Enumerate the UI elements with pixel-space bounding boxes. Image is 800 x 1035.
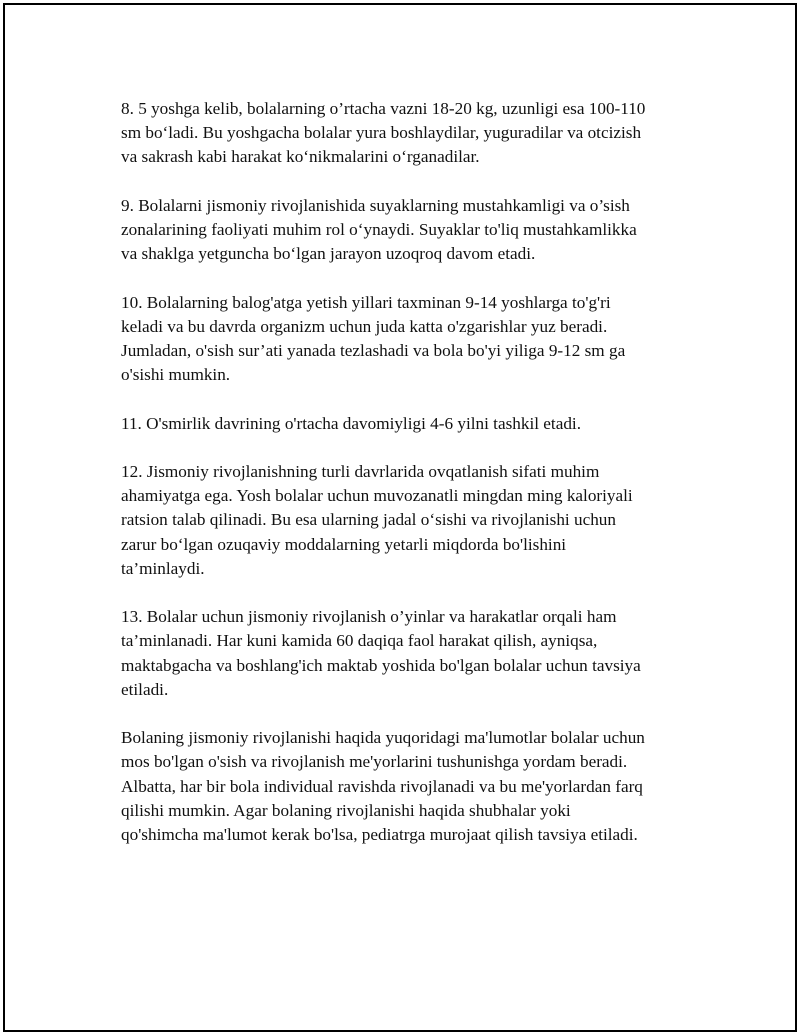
text-line: Bolaning jismoniy rivojlanishi haqida yuqoridagi ma'lumotlar bolalar uchun	[121, 728, 645, 748]
page-frame	[3, 3, 797, 1032]
text-line: zarur bo‘lgan ozuqaviy moddalarning yetarli miqdorda bo'lishini	[121, 534, 567, 554]
text-line: sm bo‘ladi. Bu yoshgacha bolalar yura boshlaydilar, yuguradilar va otcizish	[121, 123, 642, 143]
text-line: mos bo'lgan o'sish va rivojlanish me'yorlarini tushunishga yordam beradi.	[121, 752, 628, 772]
text-line: 8. 5 yoshga kelib, bolalarning o’rtacha vazni 18-20 kg, uzunligi esa 100-110	[121, 99, 646, 118]
paragraph-13	[121, 605, 701, 702]
text-line: maktabgacha va boshlang'ich maktab yoshida bo'lgan bolalar uchun tavsiya	[121, 655, 641, 675]
text-line: 11. O'smirlik davrining o'rtacha davomiyligi 4-6 yilni tashkil etadi.	[121, 413, 581, 433]
text-line: ta’minlanadi. Har kuni kamida 60 daqiqa faol harakat qilish, ayniqsa,	[121, 631, 598, 651]
paragraph-10	[121, 291, 701, 388]
text-line: qilishi mumkin. Agar bolaning rivojlanishi haqida shubhalar yoki	[121, 800, 571, 820]
text-line: ta’minlaydi.	[121, 558, 205, 578]
text-line: etiladi.	[121, 679, 169, 699]
text-line: qo'shimcha ma'lumot kerak bo'lsa, pediatrga murojaat qilish tavsiya etiladi.	[121, 825, 638, 844]
text-line: ahamiyatga ega. Yosh bolalar uchun muvozanatli mingdan ming kaloriyali	[121, 486, 633, 506]
text-line: 13. Bolalar uchun jismoniy rivojlanish o’yinlar va harakatlar orqali ham	[121, 607, 617, 627]
text-line: zonalarining faoliyati muhim rol o‘ynaydi. Suyaklar to'liq mustahkamlikka	[121, 220, 637, 239]
text-line: o'sishi mumkin.	[121, 365, 231, 385]
text-line: Jumladan, o'sish sur’ati yanada tezlashadi va bola bo'yi yiliga 9-12 sm ga	[121, 341, 626, 360]
paragraph-conclusion	[121, 726, 701, 847]
text-line: ratsion talab qilinadi. Bu esa ularning jadal o‘sishi va rivojlanishi uchun	[121, 510, 616, 530]
paragraph-9	[121, 194, 701, 267]
text-line: 10. Bolalarning balog'atga yetish yillari taxminan 9-14 yoshlarga to'g'ri	[121, 292, 611, 312]
paragraph-8	[121, 97, 701, 170]
paragraph-12	[121, 460, 701, 581]
text-line: Albatta, har bir bola individual ravishda rivojlanadi va bu me'yorlardan farq	[121, 776, 643, 796]
text-line: 12. Jismoniy rivojlanishning turli davrlarida ovqatlanish sifati muhim	[121, 461, 600, 481]
paragraph-11	[121, 412, 701, 436]
document-body	[121, 97, 701, 871]
text-line: 9. Bolalarni jismoniy rivojlanishida suyaklarning mustahkamligi va o’sish	[121, 195, 630, 215]
text-line: va sakrash kabi harakat ko‘nikmalarini o‘rganadilar.	[121, 147, 480, 167]
text-line: keladi va bu davrda organizm uchun juda katta o'zgarishlar yuz beradi.	[121, 316, 608, 336]
text-line: va shaklga yetguncha bo‘lgan jarayon uzoqroq davom etadi.	[121, 244, 536, 264]
